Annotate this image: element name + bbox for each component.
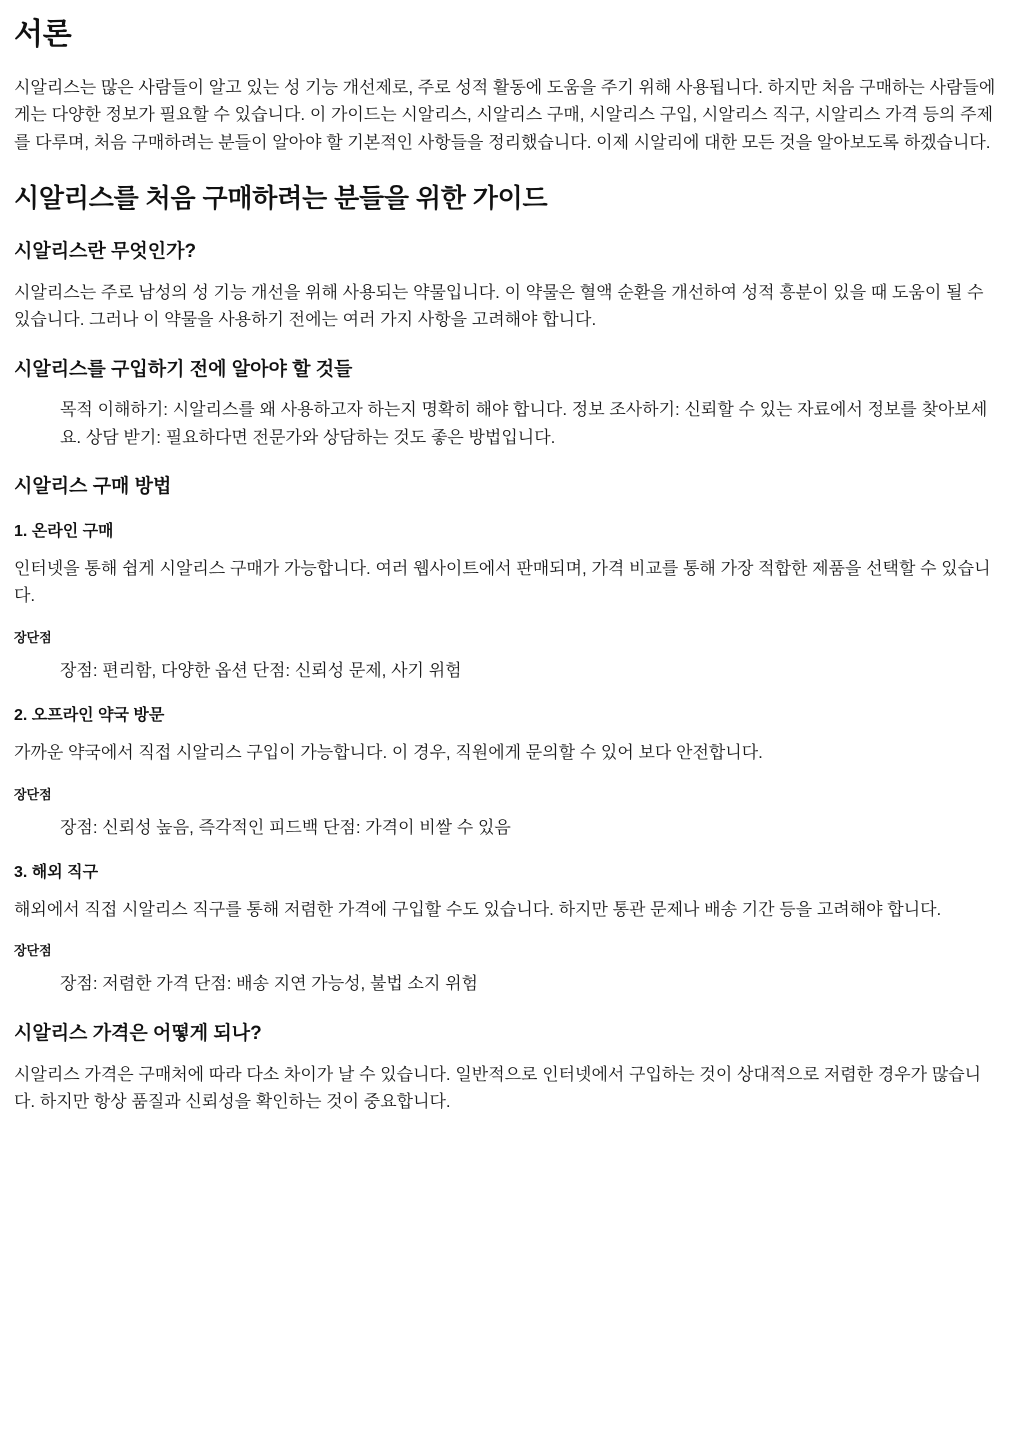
method-paragraph-offline: 가까운 약국에서 직접 시알리스 구입이 가능합니다. 이 경우, 직원에게 문의할 수 있어 보다 안전합니다. <box>14 743 763 763</box>
before-buy-paragraph: 목적 이해하기: 시알리스를 왜 사용하고자 하는지 명확히 해야 합니다. 정보 조사하기: 신뢰할 수 있는 자료에서 정보를 찾아보세요. 상담 받기: 필요하다면 전문가와 상담하는 것도 좋은 방법입니다. <box>60 400 988 447</box>
method-heading-offline: 2. 오프라인 약국 방문 <box>14 707 165 725</box>
method-paragraph-online: 인터넷을 통해 쉽게 시알리스 구매가 가능합니다. 여러 웹사이트에서 판매되며, 가격 비교를 통해 가장 적합한 제품을 선택할 수 있습니다. <box>14 558 991 606</box>
page-title: 서론 <box>14 18 72 51</box>
guide-heading: 시알리스를 처음 구매하려는 분들을 위한 가이드 <box>14 183 548 214</box>
what-is-paragraph: 시알리스는 주로 남성의 성 기능 개선을 위해 사용되는 약물입니다. 이 약물은 혈액 순환을 개선하여 성적 흥분이 있을 때 도움이 될 수 있습니다. 그러나 이 약물을 사용하기 전에는 여러 가지 사항을 고려해야 합니다. <box>14 282 984 330</box>
proscons-text-overseas: 장점: 저렴한 가격 단점: 배송 지연 가능성, 불법 소지 위험 <box>60 974 478 994</box>
proscons-text-online: 장점: 편리함, 다양한 옵션 단점: 신뢰성 문제, 사기 위험 <box>60 660 462 680</box>
price-heading: 시알리스 가격은 어떻게 되나? <box>14 1022 262 1044</box>
proscons-text-offline: 장점: 신뢰성 높음, 즉각적인 피드백 단점: 가격이 비쌀 수 있음 <box>60 817 511 837</box>
intro-paragraph: 시알리스는 많은 사람들이 알고 있는 성 기능 개선제로, 주로 성적 활동에 도움을 주기 위해 사용됩니다. 하지만 처음 구매하는 사람들에게는 다양한 정보가 필요할 수 있습니다. 이 가이드는 시알리스, 시알리스 구매, 시알리스 구입, 시알리스 직구, 시알리스 가격 등의 주제를 다루며, 처음 구매하려는 분들이 알아야 할 기본적인 사항들을 정리했습니다. 이제 시알리에 대한 모든 것을 알아보도록 하겠습니다. <box>14 77 996 152</box>
method-heading-overseas: 3. 해외 직구 <box>14 864 99 882</box>
before-buy-heading: 시알리스를 구입하기 전에 알아야 할 것들 <box>14 358 353 380</box>
proscons-heading-offline: 장단점 <box>14 786 52 802</box>
method-heading-online: 1. 온라인 구매 <box>14 523 114 541</box>
price-paragraph: 시알리스 가격은 구매처에 따라 다소 차이가 날 수 있습니다. 일반적으로 인터넷에서 구입하는 것이 상대적으로 저렴한 경우가 많습니다. 하지만 항상 품질과 신뢰성을 확인하는 것이 중요합니다. <box>14 1064 982 1112</box>
what-is-heading: 시알리스란 무엇인가? <box>14 240 197 262</box>
proscons-heading-overseas: 장단점 <box>14 943 52 959</box>
purchase-methods-heading: 시알리스 구매 방법 <box>14 476 172 498</box>
proscons-heading-online: 장단점 <box>14 629 52 645</box>
method-paragraph-overseas: 해외에서 직접 시알리스 직구를 통해 저렴한 가격에 구입할 수도 있습니다. 하지만 통관 문제나 배송 기간 등을 고려해야 합니다. <box>14 899 942 919</box>
